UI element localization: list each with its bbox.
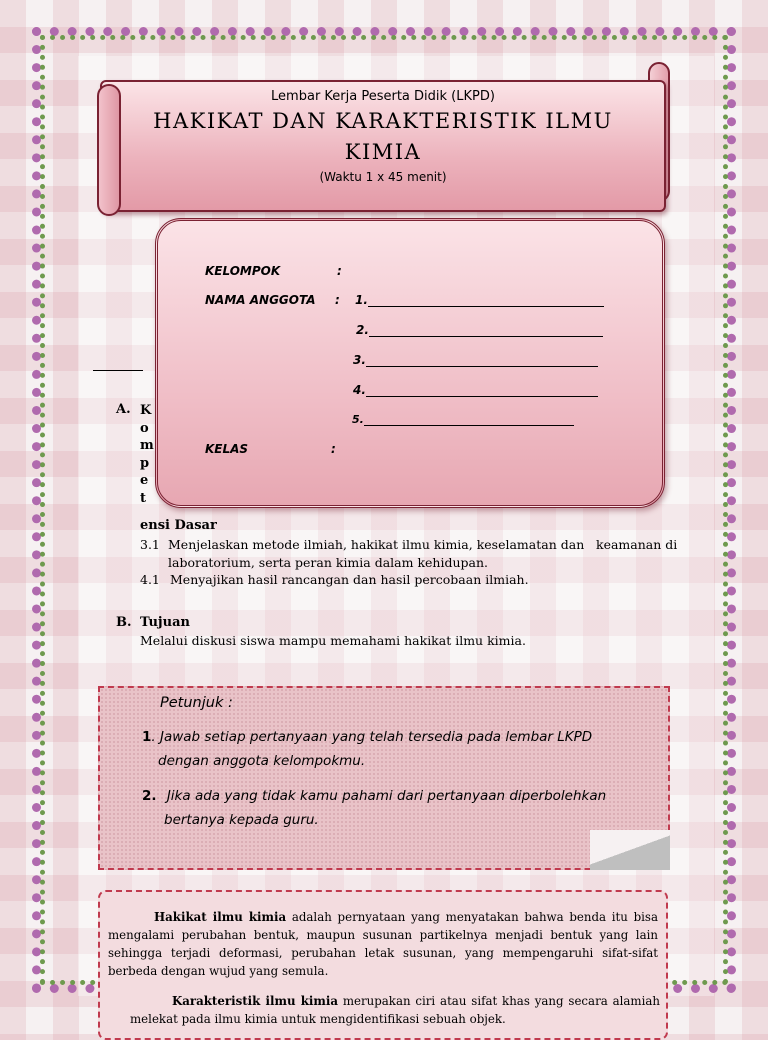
member-3-field[interactable] (353, 353, 598, 367)
member-4-number: 4. (353, 383, 366, 397)
instruction-1 (142, 729, 592, 745)
tujuan-text: Melalui diskusi siswa mampu memahami hakikat ilmu kimia. (140, 633, 526, 648)
section-a-vertical-heading (140, 402, 152, 507)
kd-number: 4.1 (140, 572, 160, 587)
heading-letter: m (140, 438, 154, 453)
nama-colon: : (335, 293, 340, 307)
instruction-1-line2: dengan anggota kelompokmu. (158, 753, 366, 769)
underline-rule (93, 370, 143, 371)
section-b-title: Tujuan (140, 615, 190, 630)
kd-item-3-1-end: keamanan di (596, 537, 678, 552)
worksheet-title-line2: KIMIA (344, 140, 422, 164)
kelompok-label: KELOMPOK (205, 264, 281, 278)
instructions-title: Petunjuk : (160, 695, 233, 711)
member-2-number: 2. (356, 323, 369, 337)
heading-letter: o (140, 420, 149, 436)
worksheet-duration: (Waktu 1 x 45 menit) (319, 170, 447, 184)
identity-card (155, 218, 665, 508)
info-p2-line2: melekat pada ilmu kimia untuk mengidentifikasi sebuah objek. (130, 1012, 506, 1026)
heading-letter: e (140, 473, 149, 488)
heading-letter: p (140, 455, 150, 471)
kd-number: 3.1 (140, 537, 160, 552)
info-paragraph-1 (108, 908, 658, 980)
instruction-number: 1 (142, 729, 152, 745)
member-2-field[interactable] (356, 323, 603, 337)
scroll-curl-left (97, 84, 121, 216)
section-a-heading-tail: ensi Dasar (140, 518, 217, 533)
kelas-label: KELAS (205, 442, 249, 456)
member-1-number: 1. (355, 293, 368, 307)
instruction-2-line2: bertanya kepada guru. (164, 812, 319, 828)
info-box (98, 890, 668, 1040)
member-5-field[interactable] (352, 413, 574, 426)
kd-item-3-1 (140, 536, 585, 554)
worksheet-title-line1: HAKIKAT DAN KARAKTERISTIK ILMU (153, 109, 613, 133)
worksheet-subtitle: Lembar Kerja Peserta Didik (LKPD) (271, 89, 495, 104)
nama-anggota-label: NAMA ANGGOTA (205, 293, 316, 307)
section-b-label: B. (116, 615, 132, 630)
instruction-2 (142, 788, 606, 804)
member-5-number: 5. (352, 413, 364, 426)
info-p1-line2: mengalami perubahan bentuk, maupun susunan partikelnya menjadi bentuk yang lain sehingga (108, 928, 658, 960)
info-paragraph-2 (130, 992, 660, 1028)
kd-item-3-1-line2: laboratorium, serta peran kimia dalam kehidupan. (168, 555, 488, 570)
instruction-text: . Jawab setiap pertanyaan yang telah tersedia pada lembar LKPD (151, 729, 593, 745)
heading-letter: t (140, 490, 147, 506)
kd-item-4-1 (140, 571, 529, 589)
heading-letter: K (140, 403, 152, 418)
kelompok-colon: : (337, 264, 342, 278)
karakteristik-term: Karakteristik ilmu kimia (172, 994, 338, 1008)
page-curl (590, 830, 670, 870)
header-banner (100, 80, 666, 212)
member-4-field[interactable] (353, 383, 598, 397)
info-p2-line1: merupakan ciri atau sifat khas yang secara alamiah (342, 994, 660, 1008)
kelas-colon: : (331, 442, 336, 456)
instruction-number: 2. (142, 788, 157, 804)
hakikat-term: Hakikat ilmu kimia (154, 910, 287, 924)
section-b-heading (116, 615, 190, 630)
info-p1-line4: wujud yang semula. (209, 964, 329, 978)
member-1-field[interactable] (355, 293, 604, 307)
instruction-text: Jika ada yang tidak kamu pahami dari pertanyaan diperbolehkan (166, 788, 607, 804)
info-p1-line3: terjadi deformasi, perubahan letak susunan, yang mempengaruhi sifat-sifat berbeda dengan (108, 946, 658, 978)
kd-text: Menyajikan hasil rancangan dan hasil percobaan ilmiah. (170, 572, 529, 587)
section-a-label: A. (116, 402, 131, 417)
member-3-number: 3. (353, 353, 366, 367)
info-p1-line1: adalah pernyataan yang menyatakan bahwa benda itu bisa (291, 910, 658, 924)
instructions-box (98, 686, 670, 870)
kd-text: Menjelaskan metode ilmiah, hakikat ilmu kimia, keselamatan dan (168, 537, 585, 552)
